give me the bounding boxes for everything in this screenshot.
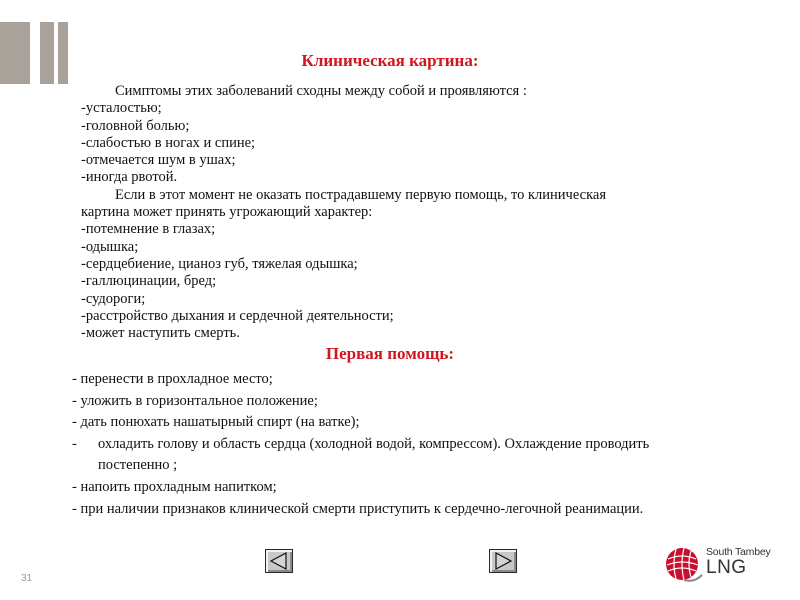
first-aid-item-text: охладить голову и область сердца (холодной водой, компрессом). Охлаждение проводить постепенно ;	[98, 435, 650, 474]
clinical-picture-heading: Клиническая картина:	[301, 51, 479, 70]
logo-text-line2: LNG	[706, 557, 747, 578]
list-dash: -	[72, 435, 77, 452]
triangle-left-icon	[269, 552, 289, 570]
symptom-item: -слабостью в ногах и спине;	[81, 134, 256, 151]
severe-symptom-item: -одышка;	[81, 238, 139, 255]
first-aid-item: - перенести в прохладное место;	[72, 371, 273, 387]
company-logo	[664, 545, 774, 585]
severe-symptom-item: -галлюцинации, бред;	[81, 273, 217, 290]
first-aid-item	[72, 434, 712, 477]
severe-symptom-item: -судороги;	[81, 290, 146, 307]
first-aid-item: - дать понюхать нашатырный спирт (на ватке);	[72, 414, 360, 431]
first-aid-item: - уложить в горизонтальное положение;	[72, 392, 318, 409]
severe-symptom-item: -может наступить смерть.	[81, 325, 240, 342]
globe-logo-icon	[664, 545, 704, 585]
page-number: 31	[21, 573, 33, 584]
first-aid-list	[72, 369, 712, 520]
symptom-item: -головной болью;	[81, 117, 190, 134]
severe-symptom-item: -расстройство дыхания и сердечной деятельности;	[81, 307, 394, 324]
logo-text-line1: South Tambey	[706, 546, 771, 558]
first-aid-item: - при наличии признаков клинической смерти приступить к сердечно-легочной реанимации.	[72, 500, 644, 517]
warning-text: Если в этот момент не оказать пострадавшему первую помощь, то клиническая	[115, 186, 606, 203]
severe-symptom-item: -сердцебиение, цианоз губ, тяжелая одышка;	[81, 255, 358, 272]
severe-symptom-item: -потемнение в глазах;	[81, 221, 216, 238]
next-slide-button[interactable]	[489, 549, 517, 573]
triangle-right-icon	[493, 552, 513, 570]
warning-text: картина может принять угрожающий характер:	[81, 204, 373, 221]
symptom-item: -отмечается шум в ушах;	[81, 152, 236, 169]
first-aid-item: - напоить прохладным напитком;	[72, 478, 277, 495]
prev-slide-button[interactable]	[265, 549, 293, 573]
symptom-item: -усталостью;	[81, 100, 162, 117]
symptoms-block	[81, 83, 741, 342]
first-aid-heading: Первая помощь:	[325, 344, 455, 363]
symptoms-intro: Симптомы этих заболеваний сходны между собой и проявляются :	[115, 83, 527, 99]
symptom-item: -иногда рвотой.	[81, 169, 178, 186]
